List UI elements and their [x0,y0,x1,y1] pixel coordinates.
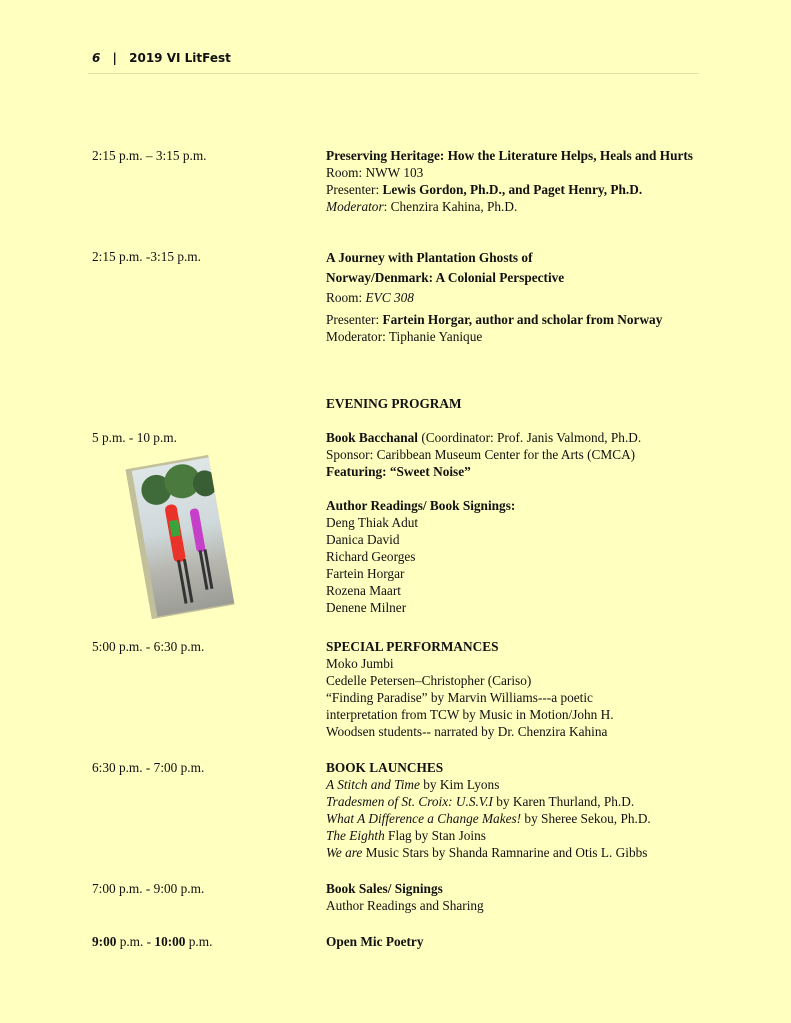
coordinator: (Coordinator: Prof. Janis Valmond, Ph.D. [418,430,642,445]
book-item [326,844,726,861]
moderator-label: Moderator [326,199,384,214]
section-heading: Open Mic Poetry [326,934,424,949]
entry-detail [326,880,706,914]
section-heading: EVENING PROGRAM [326,396,462,411]
entry-time: 2:15 p.m. – 3:15 p.m. [92,148,207,163]
author-list-item: Danica David [326,532,400,547]
event-title: Book Bacchanal [326,430,418,445]
performance-line: Moko Jumbi [326,656,394,671]
room-label: Room: [326,290,366,305]
session-presenter [326,311,706,328]
publication-title: 2019 VI LitFest [129,51,231,65]
author-list-item: Richard Georges [326,549,416,564]
book-title: Tradesmen of St. Croix: U.S.V.I [326,794,493,809]
book-title: A Stitch and Time [326,777,420,792]
entry-time: 6:30 p.m. - 7:00 p.m. [92,760,205,775]
book-item [326,776,726,793]
readings-heading: Author Readings/ Book Signings: [326,498,516,513]
entry-detail [326,759,726,861]
book-author: Music Stars by Shanda Ramnarine and Otis L. Gibbs [362,845,648,860]
book-author: by Karen Thurland, Ph.D. [492,794,635,809]
page-header [92,51,231,65]
session-room [326,288,706,308]
header-divider [88,73,699,74]
session-title-line2: Norway/Denmark: A Colonial Perspective [326,270,565,285]
entry-detail [326,638,706,740]
author-list-item: Rozena Maart [326,583,401,598]
session-title-line1: A Journey with Plantation Ghosts of [326,250,533,265]
session-moderator [326,198,706,215]
book-author: Flag by Stan Joins [384,828,486,843]
session-room: Room: NWW 103 [326,165,424,180]
sales-line: Author Readings and Sharing [326,898,484,913]
section-heading: Book Sales/ Signings [326,881,443,896]
presenter-names: Fartein Horgar, author and scholar from Norway [382,312,663,327]
section-heading: BOOK LAUNCHES [326,760,444,775]
book-item [326,827,726,844]
time-sep: p.m. - [116,934,155,949]
author-list-item: Deng Thiak Adut [326,515,419,530]
room-value: EVC 308 [365,290,414,305]
entry-detail [326,429,706,616]
entry-time: 7:00 p.m. - 9:00 p.m. [92,881,205,896]
moko-jumbie-photo [128,457,244,607]
moderator-name: : Chenzira Kahina, Ph.D. [383,199,518,214]
performance-line: Cedelle Petersen–Christopher (Cariso) [326,673,532,688]
presenter-label: Presenter: [326,182,383,197]
author-list-item: Fartein Horgar [326,566,405,581]
section-heading: SPECIAL PERFORMANCES [326,639,499,654]
book-item [326,810,726,827]
book-title: The Eighth [326,828,385,843]
time-suffix: p.m. [185,934,213,949]
book-author: by Sheree Sekou, Ph.D. [521,811,651,826]
presenter-names: Lewis Gordon, Ph.D., and Paget Henry, Ph.D. [382,182,643,197]
presenter-label: Presenter: [326,312,383,327]
page-number: 6 [92,51,101,65]
session-title: Preserving Heritage: How the Literature Helps, Heals and Hurts [326,148,693,163]
book-author: by Kim Lyons [419,777,500,792]
header-separator: | [112,51,117,65]
performance-line: “Finding Paradise” by Marvin Williams---a poetic [326,690,593,705]
session-presenter [326,181,706,198]
time-end: 10:00 [154,934,186,949]
time-start: 9:00 [92,934,117,949]
performance-line: interpretation from TCW by Music in Motion/John H. [326,707,614,722]
entry-detail [326,147,706,215]
entry-detail [326,248,706,345]
entry-time: 5 p.m. - 10 p.m. [92,430,177,445]
sponsor: Sponsor: Caribbean Museum Center for the Arts (CMCA) [326,447,636,462]
book-item [326,793,726,810]
entry-time: 2:15 p.m. -3:15 p.m. [92,249,201,264]
entry-time [92,933,212,950]
author-list-item: Denene Milner [326,600,407,615]
book-title: We are [326,845,363,860]
session-moderator: Moderator: Tiphanie Yanique [326,329,483,344]
performance-line: Woodsen students-- narrated by Dr. Chenzira Kahina [326,724,608,739]
featuring: Featuring: “Sweet Noise” [326,464,471,479]
bacchanal-title-line [326,429,706,446]
entry-time: 5:00 p.m. - 6:30 p.m. [92,639,205,654]
book-title: What A Difference a Change Makes! [326,811,522,826]
